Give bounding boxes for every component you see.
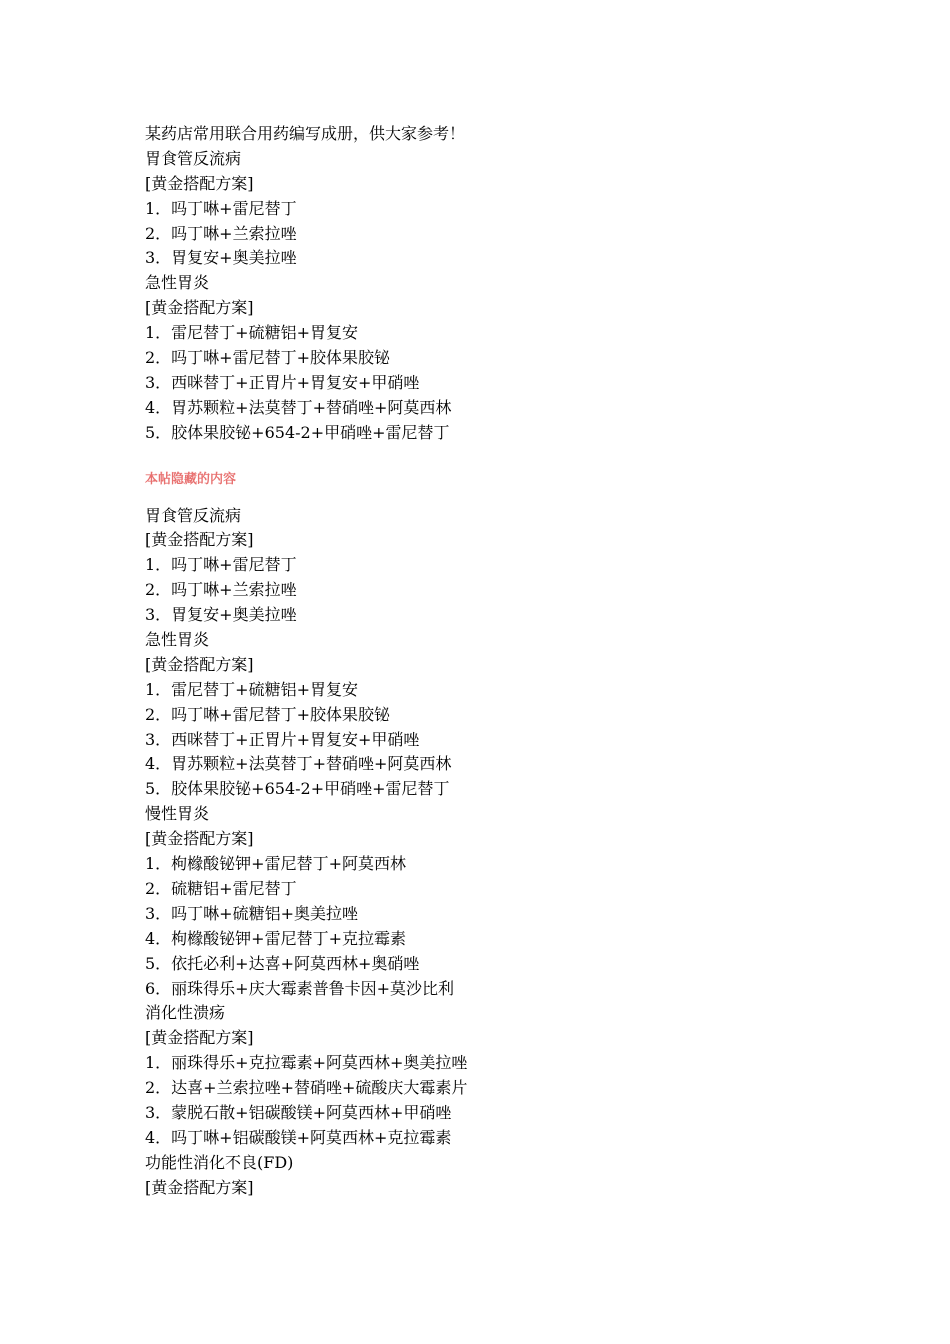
- text-line: 胃食管反流病: [145, 148, 242, 168]
- text-line: 1．丽珠得乐+克拉霉素+阿莫西林+奥美拉唑: [145, 1053, 468, 1073]
- text-line: 4．胃苏颗粒+法莫替丁+替硝唑+阿莫西林: [145, 397, 452, 417]
- text-line: 4．吗丁啉+铝碳酸镁+阿莫西林+克拉霉素: [145, 1127, 452, 1147]
- text-line: 3．西咪替丁+正胃片+胃复安+甲硝唑: [145, 729, 420, 749]
- text-line: 2．吗丁啉+雷尼替丁+胶体果胶铋: [145, 704, 390, 724]
- text-line: 3．蒙脱石散+铝碳酸镁+阿莫西林+甲硝唑: [145, 1102, 452, 1122]
- text-line: 3．胃复安+奥美拉唑: [145, 605, 297, 625]
- text-line: 2．硫糖铝+雷尼替丁: [145, 878, 297, 898]
- text-line: [黄金搭配方案]: [145, 298, 254, 318]
- text-line: [黄金搭配方案]: [145, 173, 254, 193]
- text-line: [黄金搭配方案]: [145, 530, 254, 550]
- text-line: 3．吗丁啉+硫糖铝+奥美拉唑: [145, 903, 358, 923]
- hidden-medication-list: [145, 504, 845, 1201]
- text-line: 2．吗丁啉+兰索拉唑: [145, 580, 297, 600]
- text-line: [黄金搭配方案]: [145, 654, 254, 674]
- text-line: 4．胃苏颗粒+法莫替丁+替硝唑+阿莫西林: [145, 754, 452, 774]
- intro-line: 某药店常用联合用药编写成册，供大家参考！: [145, 124, 466, 143]
- text-line: [黄金搭配方案]: [145, 1177, 254, 1197]
- text-line: 急性胃炎: [145, 630, 210, 650]
- text-line: 5．胶体果胶铋+654-2+甲硝唑+雷尼替丁: [145, 422, 450, 442]
- text-line: 1．雷尼替丁+硫糖铝+胃复安: [145, 679, 358, 699]
- text-line: [黄金搭配方案]: [145, 829, 254, 849]
- text-line: 1．吗丁啉+雷尼替丁: [145, 198, 297, 218]
- text-line: 急性胃炎: [145, 273, 210, 293]
- text-line: 5．依托必利+达喜+阿莫西林+奥硝唑: [145, 953, 420, 973]
- text-line: 3．胃复安+奥美拉唑: [145, 248, 297, 268]
- hidden-content-label: 本帖隐藏的内容: [145, 471, 237, 487]
- top-medication-list: [145, 147, 845, 446]
- text-line: 2．达喜+兰索拉唑+替硝唑+硫酸庆大霉素片: [145, 1078, 468, 1098]
- text-line: 慢性胃炎: [145, 804, 210, 824]
- text-line: 2．吗丁啉+雷尼替丁+胶体果胶铋: [145, 348, 390, 368]
- text-line: 3．西咪替丁+正胃片+胃复安+甲硝唑: [145, 372, 420, 392]
- text-line: 消化性溃疡: [145, 1003, 226, 1023]
- text-line: 6．丽珠得乐+庆大霉素普鲁卡因+莫沙比利: [145, 978, 454, 998]
- text-line: 功能性消化不良(FD): [145, 1152, 294, 1172]
- text-line: 1．雷尼替丁+硫糖铝+胃复安: [145, 323, 358, 343]
- document-page: [145, 122, 845, 1201]
- text-line: [黄金搭配方案]: [145, 1028, 254, 1048]
- text-line: 4．枸橼酸铋钾+雷尼替丁+克拉霉素: [145, 928, 406, 948]
- text-line: 5．胶体果胶铋+654-2+甲硝唑+雷尼替丁: [145, 779, 450, 799]
- text-line: 1．枸橼酸铋钾+雷尼替丁+阿莫西林: [145, 854, 406, 874]
- text-line: 2．吗丁啉+兰索拉唑: [145, 223, 297, 243]
- text-line: 胃食管反流病: [145, 505, 242, 525]
- text-line: 1．吗丁啉+雷尼替丁: [145, 555, 297, 575]
